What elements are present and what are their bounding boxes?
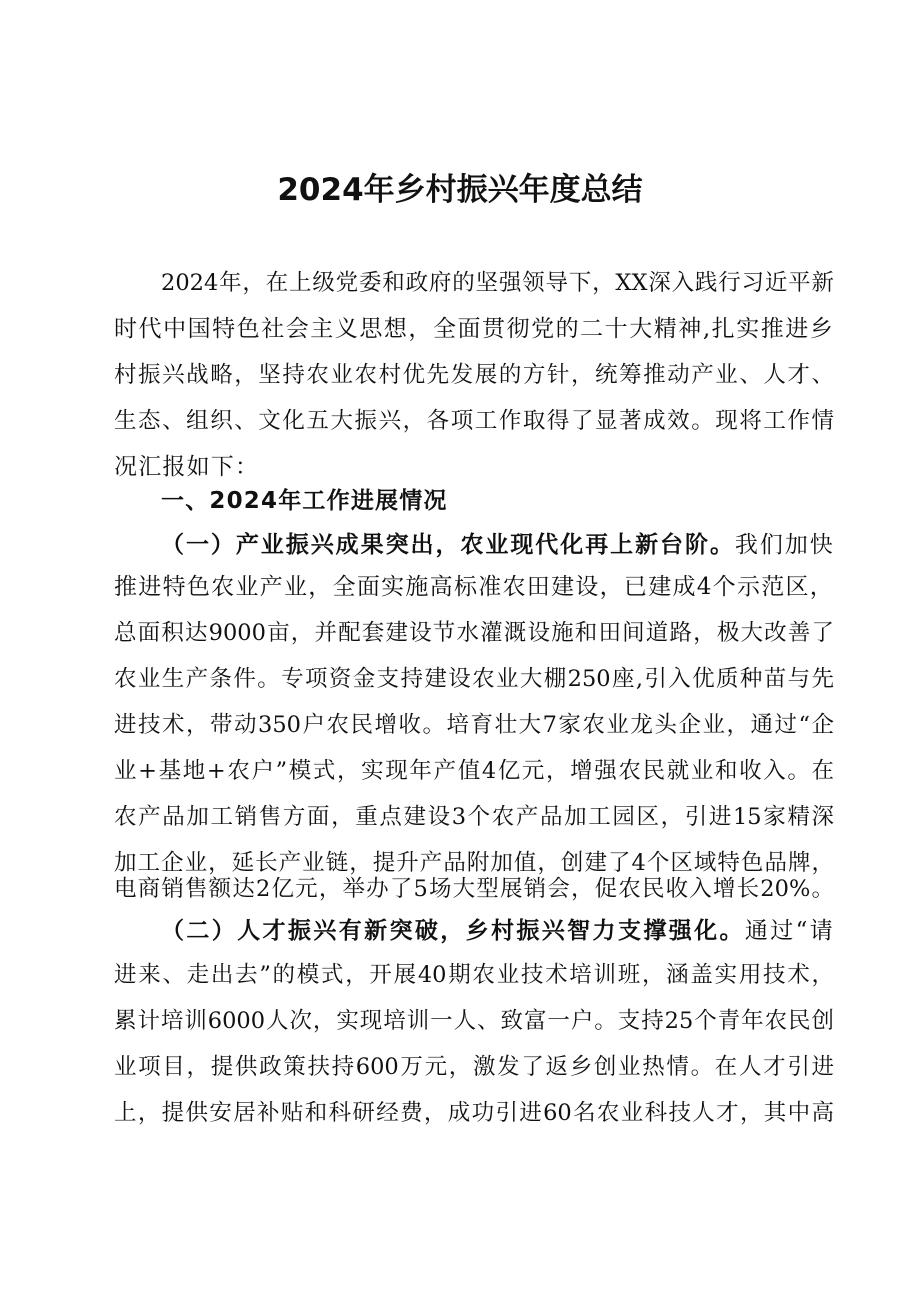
sub2-line: 累计培训6000人次，实现培训一人、致富一户。支持25个青年农民创 (114, 1008, 834, 1034)
section-heading: 一、2024年工作进展情况 (161, 488, 448, 514)
sub1-line: 加工企业，延长产业链，提升产品附加值，创建了4个区域特色品牌， (114, 850, 834, 876)
sub1-line: 总面积达9000亩，并配套建设节水灌溉设施和田间道路，极大改善了 (114, 620, 834, 646)
intro-line-3: 村振兴战略，坚持农业农村优先发展的方针，统筹推动产业、人才、 (114, 362, 834, 388)
sub2-line: 进来、走出去”的模式，开展40期农业技术培训班，涵盖实用技术， (114, 962, 834, 988)
intro-line-5: 况汇报如下： (114, 454, 260, 480)
sub1-line: 推进特色农业产业，全面实施高标准农田建设，已建成4个示范区， (114, 574, 834, 600)
document-title: 2024年乡村振兴年度总结 (277, 172, 643, 208)
intro-line-1: 2024年，在上级党委和政府的坚强领导下，XX深入践行习近平新 (161, 270, 834, 296)
sub1-line: 农业生产条件。专项资金支持建设农业大棚250座,引入优质种苗与先 (114, 666, 834, 692)
sub2-first-line-rest: 通过“请 (744, 918, 834, 944)
sub1-first-line (161, 525, 834, 565)
sub1-heading: （一）产业振兴成果突出，农业现代化再上新台阶。 (161, 532, 735, 558)
sub2-heading: （二）人才振兴有新突破，乡村振兴智力支撑强化。 (161, 918, 745, 944)
sub1-line: 业+基地+农户”模式，实现年产值4亿元，增强农民就业和收入。在 (114, 758, 834, 784)
intro-line-4: 生态、组织、文化五大振兴，各项工作取得了显著成效。现将工作情 (114, 408, 834, 434)
sub2-line: 上，提供安居补贴和科研经费，成功引进60名农业科技人才，其中高 (114, 1100, 834, 1126)
sub1-first-line-rest: 我们加快 (734, 532, 834, 558)
intro-line-2: 时代中国特色社会主义思想，全面贯彻党的二十大精神,扎实推进乡 (114, 316, 834, 342)
sub1-line: 农产品加工销售方面，重点建设3个农产品加工园区，引进15家精深 (114, 804, 834, 830)
sub2-line: 业项目，提供政策扶持600万元，激发了返乡创业热情。在人才引进 (114, 1054, 834, 1080)
sub2-first-line (161, 911, 834, 951)
sub1-line: 进技术，带动350户农民增收。培育壮大7家农业龙头企业，通过“企 (114, 712, 834, 738)
sub1-line: 电商销售额达2亿元，举办了5场大型展销会，促农民收入增长20%。 (114, 876, 834, 902)
